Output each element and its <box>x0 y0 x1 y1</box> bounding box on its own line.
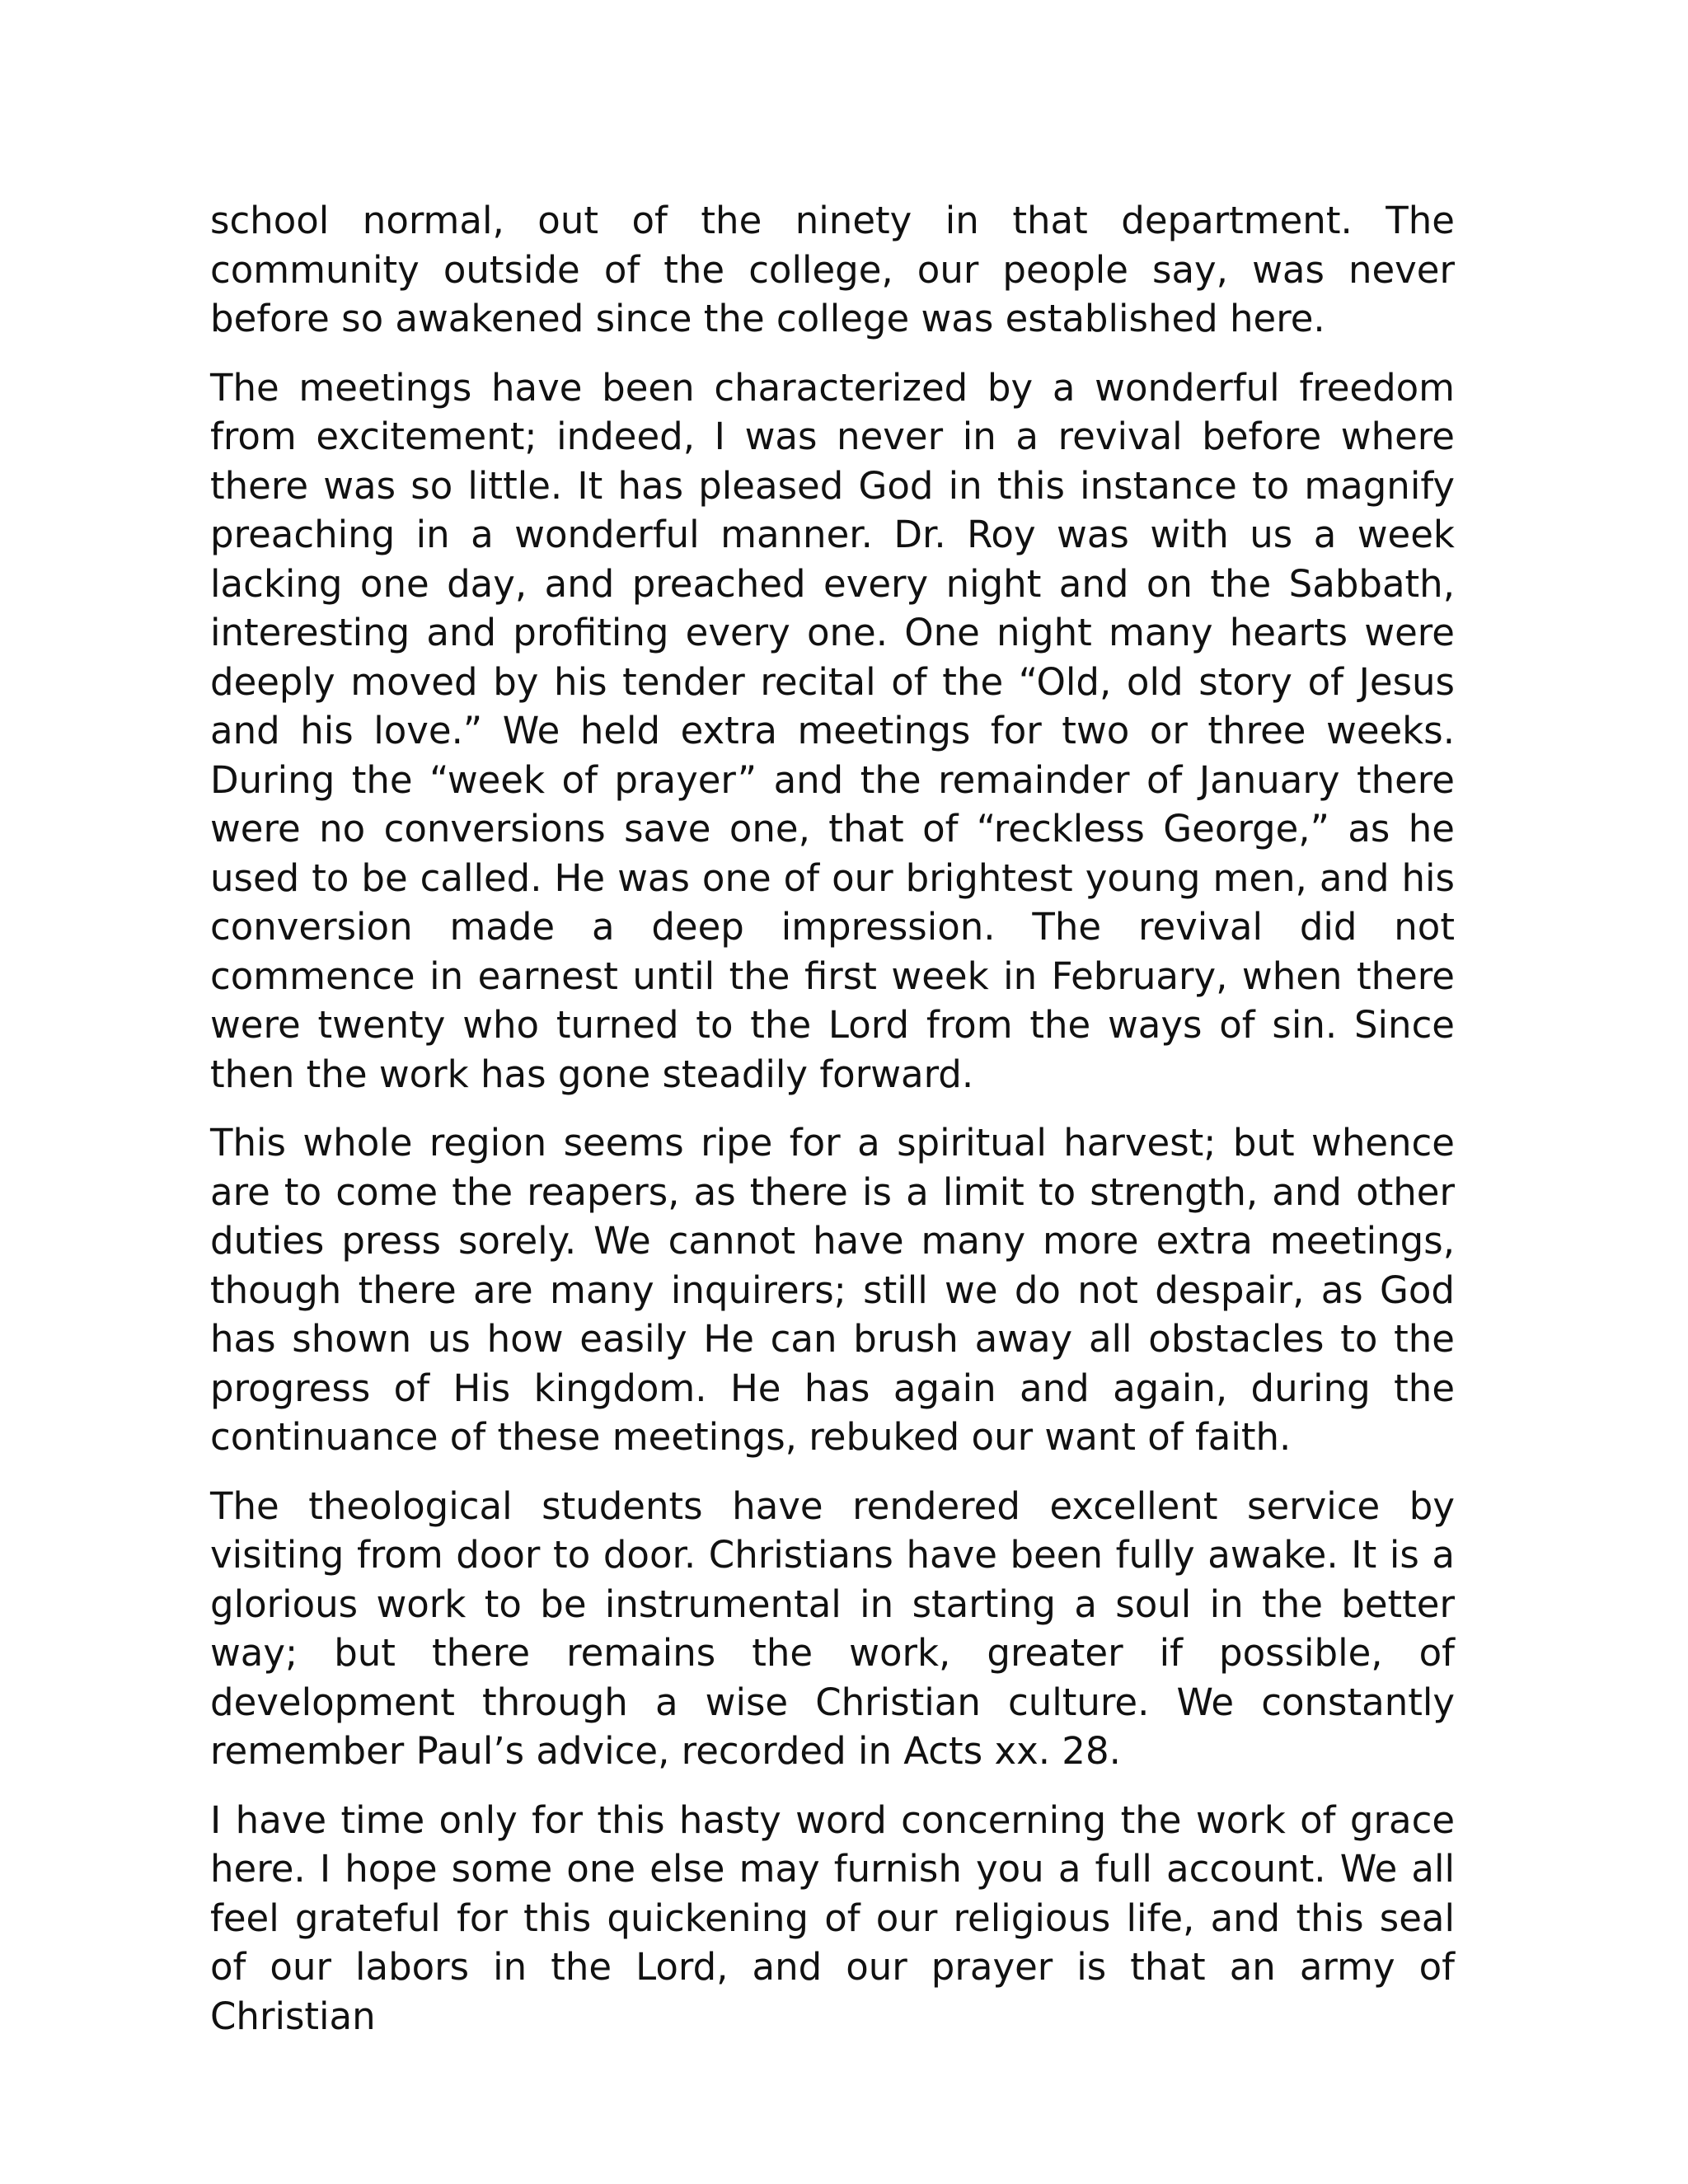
body-text <box>210 196 1455 2041</box>
paragraph-3: This whole region seems ripe for a spiritual harvest; but whence are to come the reapers, as there is a limit to strength, and other duties press sorely. We cannot have many more extra meetings, though there are many inquirers; still we do not despair, as God has shown us how easily He can brush away all obstacles to the progress of His kingdom. He has again and again, during the continuance of these meetings, rebuked our want of faith. <box>210 1121 1455 1459</box>
paragraph-4: The theological students have rendered excellent service by visiting from door to door. Christians have been fully awake. It is a glorious work to be instrumental in starting a soul in the better way; but there remains the work, greater if possible, of development through a wise Christian culture. We constantly remember Paul’s advice, recorded in Acts xx. 28. <box>210 1483 1455 1773</box>
paragraph-2: The meetings have been characterized by a wonderful freedom from excitement; indeed, I was never in a revival before where there was so little. It has pleased God in this instance to magnify preaching in a wonderful manner. Dr. Roy was with us a week lacking one day, and preached every night and on the Sabbath, interesting and profiting every one. One night many hearts were deeply moved by his tender recital of the “Old, old story of Jesus and his love.” We held extra meetings for two or three weeks. During the “week of prayer” and the remainder of January there were no conversions save one, that of “reckless George,” as he used to be called. He was one of our brightest young men, and his conversion made a deep impression. The revival did not commence in earnest until the first week in February, when there were twenty who turned to the Lord from the ways of sin. Since then the work has gone steadily forward. <box>210 365 1455 1096</box>
paragraph-5: I have time only for this hasty word concerning the work of grace here. I hope some one else may furnish you a full account. We all feel grateful for this quickening of our religious life, and this seal of our labors in the Lord, and our prayer is that an army of Christian <box>210 1797 1455 2038</box>
paragraph-1: school normal, out of the ninety in that department. The community outside of the college, our people say, was never before so awakened since the college was established here. <box>210 199 1455 340</box>
